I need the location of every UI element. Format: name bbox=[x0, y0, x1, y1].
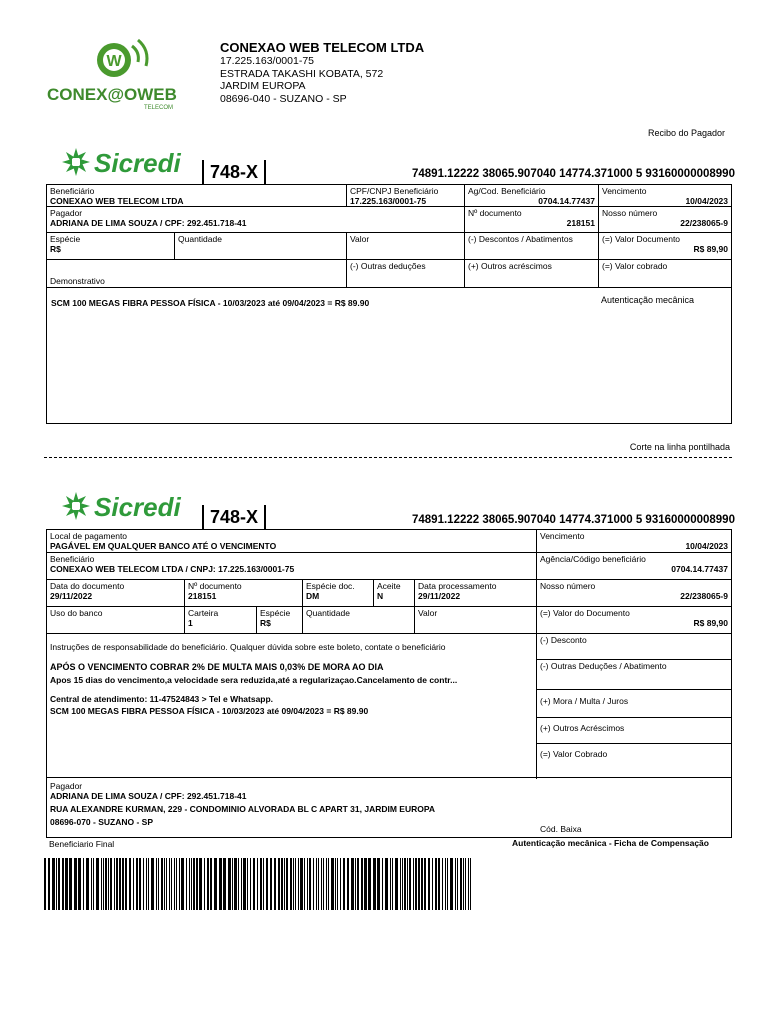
uso-banco-label: Uso do banco bbox=[50, 608, 103, 618]
ficha-nosso-value: 22/238065-9 bbox=[680, 591, 728, 601]
vencimento-value: 10/04/2023 bbox=[685, 196, 728, 206]
svg-text:W: W bbox=[106, 53, 122, 70]
agencia-label: Agência/Código beneficiário bbox=[540, 554, 646, 564]
logo-sub: TELECOM bbox=[144, 105, 174, 110]
company-name: CONEXAO WEB TELECOM LTDA bbox=[220, 40, 425, 55]
instrucao-3: Central de atendimento: 11-47524843 > Tel e Whatsapp. bbox=[50, 694, 274, 704]
bank-code: 748-X bbox=[202, 160, 266, 184]
recibo-label: Recibo do Pagador bbox=[648, 128, 726, 138]
pagador-line-2: RUA ALEXANDRE KURMAN, 229 - CONDOMINIO ALVORADA BL C APART 31, JARDIM EUROPA bbox=[50, 804, 436, 814]
local-value: PAGÁVEL EM QUALQUER BANCO ATÉ O VENCIMENTO bbox=[50, 541, 277, 551]
carteira-value: 1 bbox=[188, 618, 193, 628]
descontos-label: (-) Descontos / Abatimentos bbox=[468, 234, 573, 244]
ficha-especie-label: Espécie bbox=[260, 608, 291, 618]
agcod-label: Ag/Cod. Beneficiário bbox=[468, 186, 546, 196]
ficha-outros-acrescimos-label: (+) Outros Acréscimos bbox=[540, 723, 625, 733]
quantidade-label: Quantidade bbox=[178, 234, 222, 244]
ficha-beneficiario-value: CONEXAO WEB TELECOM LTDA / CNPJ: 17.225.163/0001-75 bbox=[50, 564, 295, 574]
carteira-label: Carteira bbox=[188, 608, 219, 618]
cod-baixa-label: Cód. Baixa bbox=[540, 824, 582, 834]
agcod-value: 0704.14.77437 bbox=[538, 196, 595, 206]
valor-label: Valor bbox=[350, 234, 370, 244]
company-cnpj: 17.225.163/0001-75 bbox=[220, 55, 315, 67]
aceite-label: Aceite bbox=[377, 581, 401, 591]
cpfcnpj-label: CPF/CNPJ Beneficiário bbox=[350, 186, 439, 196]
data-doc-value: 29/11/2022 bbox=[50, 591, 93, 601]
company-info bbox=[220, 40, 424, 105]
autenticacao-label: Autenticação mecânica bbox=[601, 295, 695, 305]
outros-acrescimos-label: (+) Outros acréscimos bbox=[468, 261, 552, 271]
pagador-label: Pagador bbox=[50, 208, 83, 218]
cut-line bbox=[44, 457, 732, 458]
beneficiario-label: Beneficiário bbox=[50, 186, 95, 196]
pagador-value: ADRIANA DE LIMA SOUZA / CPF: 292.451.718-41 bbox=[50, 218, 247, 228]
ficha-outras-deducoes-label: (-) Outras Deduções / Abatimento bbox=[540, 661, 667, 671]
data-proc-label: Data processamento bbox=[418, 581, 497, 591]
ficha-beneficiario-label: Beneficiário bbox=[50, 554, 95, 564]
ndoc-value: 218151 bbox=[566, 218, 595, 228]
nosso-label: Nosso número bbox=[602, 208, 658, 218]
ficha-pagador-label: Pagador bbox=[50, 781, 83, 791]
pagador-line-1: ADRIANA DE LIMA SOUZA / CPF: 292.451.718-41 bbox=[50, 791, 247, 801]
instrucao-2: Apos 15 dias do vencimento,a velocidade sera reduzida,até a regularizaçao.Cancelamento de contr... bbox=[50, 675, 458, 685]
beneficiario-value: CONEXAO WEB TELECOM LTDA bbox=[50, 196, 184, 206]
data-proc-value: 29/11/2022 bbox=[418, 591, 461, 601]
instrucoes-label: Instruções de responsabilidade do beneficiário. Qualquer dúvida sobre este boleto, contate o beneficiário bbox=[50, 642, 446, 652]
especie-label: Espécie bbox=[50, 234, 81, 244]
aceite-value: N bbox=[377, 591, 384, 601]
ficha-ndoc-value: 218151 bbox=[188, 591, 217, 601]
instrucao-1: APÓS O VENCIMENTO COBRAR 2% DE MULTA MAIS 0,03% DE MORA AO DIA bbox=[50, 662, 384, 672]
company-address-1: ESTRADA TAKASHI KOBATA, 572 bbox=[220, 67, 384, 80]
descricao: SCM 100 MEGAS FIBRA PESSOA FÍSICA - 10/03/2023 até 09/04/2023 = R$ 89.90 bbox=[51, 298, 370, 308]
ficha-valor-cobrado-label: (=) Valor Cobrado bbox=[540, 749, 608, 759]
cut-label: Corte na linha pontilhada bbox=[629, 442, 730, 452]
ficha-especie-value: R$ bbox=[260, 618, 271, 628]
ficha-valor-label: Valor bbox=[418, 608, 438, 618]
sicredi-logo-2 bbox=[58, 490, 198, 524]
receipt-grid bbox=[46, 184, 732, 424]
linha-digitavel-2[interactable]: 74891.12222 38065.907040 14774.371000 5 93160000008990 bbox=[412, 514, 735, 526]
autenticacao-ficha-label: Autenticação mecânica - Ficha de Compensação bbox=[512, 838, 709, 848]
ficha-grid bbox=[46, 529, 732, 778]
vencimento-label: Vencimento bbox=[602, 186, 647, 196]
data-doc-label: Data do documento bbox=[50, 581, 125, 591]
valor-cobrado-label: (=) Valor cobrado bbox=[602, 261, 668, 271]
company-logo bbox=[44, 36, 184, 110]
especie-doc-value: DM bbox=[306, 591, 320, 601]
instrucoes-box bbox=[47, 634, 537, 779]
pagador-box bbox=[46, 778, 732, 838]
sicredi-logo bbox=[58, 146, 198, 180]
bank-name: Sicredi bbox=[94, 148, 181, 178]
agencia-value: 0704.14.77437 bbox=[671, 564, 728, 574]
barcode[interactable] bbox=[44, 858, 474, 910]
bank-code-2: 748-X bbox=[202, 505, 266, 529]
especie-doc-label: Espécie doc. bbox=[306, 581, 355, 591]
ficha-ndoc-label: Nº documento bbox=[188, 581, 242, 591]
valor-doc-value: R$ 89,90 bbox=[693, 244, 728, 254]
ficha-valor-doc-label: (=) Valor do Documento bbox=[540, 608, 630, 618]
beneficiario-final-label: Beneficiario Final bbox=[49, 839, 115, 849]
instrucao-4: SCM 100 MEGAS FIBRA PESSOA FÍSICA - 10/03/2023 até 09/04/2023 = R$ 89.90 bbox=[50, 706, 369, 716]
valor-doc-label: (=) Valor Documento bbox=[602, 234, 681, 244]
ficha-vencimento-value: 10/04/2023 bbox=[685, 541, 728, 551]
ficha-nosso-label: Nosso número bbox=[540, 581, 596, 591]
logo-text: CONEX@OWEB bbox=[47, 85, 177, 104]
pagador-line-3: 08696-070 - SUZANO - SP bbox=[50, 817, 153, 827]
especie-value: R$ bbox=[50, 244, 61, 254]
ndoc-label: Nº documento bbox=[468, 208, 522, 218]
linha-digitavel[interactable]: 74891.12222 38065.907040 14774.371000 5 93160000008990 bbox=[412, 168, 735, 180]
company-address-2: JARDIM EUROPA bbox=[220, 80, 306, 92]
company-address-3: 08696-040 - SUZANO - SP bbox=[220, 92, 347, 105]
outras-deducoes-label: (-) Outras deduções bbox=[350, 261, 426, 271]
local-label: Local de pagamento bbox=[50, 531, 128, 541]
cpfcnpj-value: 17.225.163/0001-75 bbox=[350, 196, 427, 206]
ficha-valor-doc-value: R$ 89,90 bbox=[693, 618, 728, 628]
nosso-value: 22/238065-9 bbox=[680, 218, 728, 228]
mora-label: (+) Mora / Multa / Juros bbox=[540, 696, 629, 706]
bank-name-2: Sicredi bbox=[94, 492, 181, 522]
ficha-vencimento-label: Vencimento bbox=[540, 531, 585, 541]
demonstrativo-label: Demonstrativo bbox=[50, 276, 105, 286]
ficha-quantidade-label: Quantidade bbox=[306, 608, 350, 618]
desconto-label: (-) Desconto bbox=[540, 635, 587, 645]
